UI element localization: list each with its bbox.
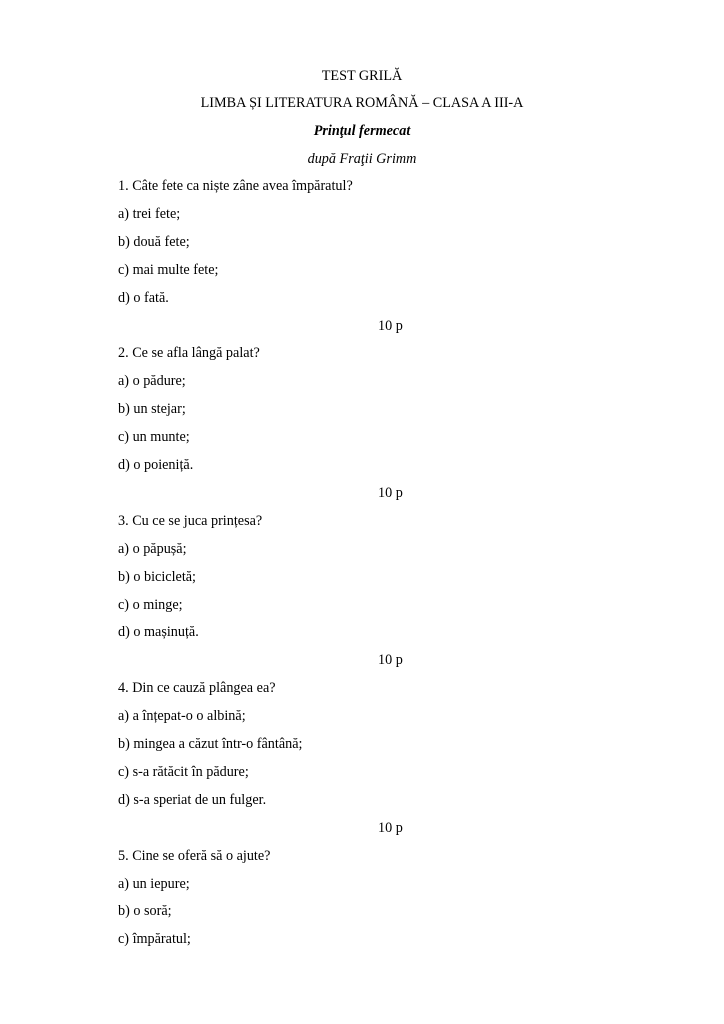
answer-option: b) o soră; — [118, 903, 172, 920]
answer-option: d) o fată. — [118, 289, 169, 306]
answer-option: c) un munte; — [118, 429, 190, 446]
answer-option: a) a înțepat-o o albină; — [118, 708, 246, 725]
answer-option: d) s-a speriat de un fulger. — [118, 791, 267, 808]
answer-option: a) o pădure; — [118, 373, 186, 390]
question-text: 5. Cine se oferă să o ajute? — [118, 847, 271, 864]
story-title: Prinţul fermecat — [313, 123, 411, 139]
answer-option: c) s-a rătăcit în pădure; — [118, 763, 249, 780]
answer-option: c) împăratul; — [118, 931, 191, 948]
subject-heading: LIMBA ȘI LITERATURA ROMÂNĂ – CLASA A III-A — [200, 95, 524, 111]
answer-option: b) mingea a căzut într-o fântână; — [118, 736, 303, 752]
answer-option: d) o poieniță. — [118, 457, 194, 473]
question-text: 3. Cu ce se juca prințesa? — [118, 512, 263, 529]
question-points: 10 p — [378, 484, 403, 501]
question-points: 10 p — [378, 317, 403, 334]
answer-option: c) mai multe fete; — [118, 261, 219, 278]
question-points: 10 p — [378, 819, 403, 836]
answer-option: a) o păpușă; — [118, 540, 187, 557]
answer-option: a) un iepure; — [118, 875, 190, 892]
answer-option: d) o mașinuță. — [118, 624, 199, 641]
answer-option: a) trei fete; — [118, 205, 181, 222]
story-author: după Fraţii Grimm — [307, 151, 417, 167]
question-text: 2. Ce se afla lângă palat? — [118, 345, 260, 362]
question-text: 1. Câte fete ca niște zâne avea împăratul? — [118, 178, 353, 194]
test-title: TEST GRILĂ — [321, 68, 403, 84]
answer-option: b) două fete; — [118, 233, 190, 250]
question-points: 10 p — [378, 652, 403, 669]
answer-option: b) un stejar; — [118, 401, 186, 418]
answer-option: b) o bicicletă; — [118, 568, 196, 585]
question-text: 4. Din ce cauză plângea ea? — [118, 680, 276, 697]
answer-option: c) o minge; — [118, 596, 183, 613]
